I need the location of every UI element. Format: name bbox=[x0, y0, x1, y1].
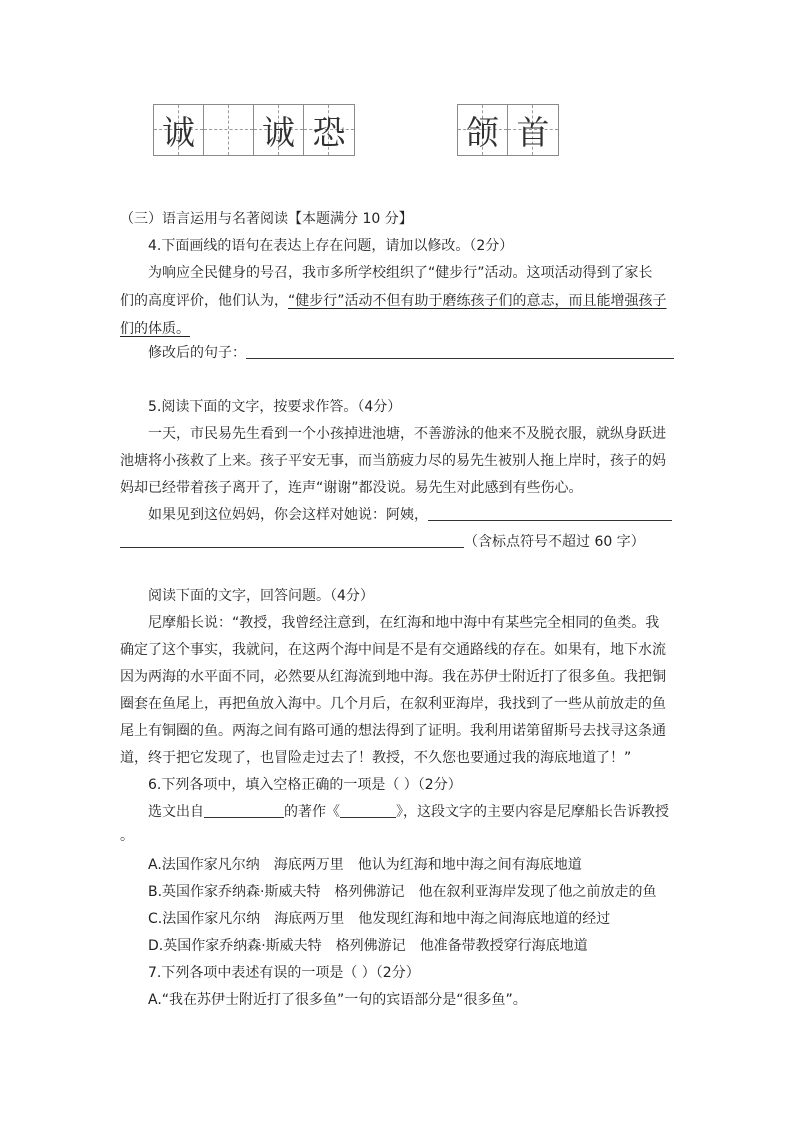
q7-option-a[interactable]: A.“我在苏伊士附近打了很多鱼”一句的宾语部分是“很多鱼”。 bbox=[148, 992, 527, 1008]
q5-paragraph-line: 一天，市民易先生看到一个小孩掉进池塘，不善游泳的他来不及脱衣服，就纵身跃进 bbox=[148, 426, 666, 442]
reading-line: 因为两海的水平面不同，必然要从红海流到地中海。我在苏伊士附近打了很多鱼。我把铜 bbox=[120, 669, 666, 685]
option-author: B.英国作家乔纳森·斯威夫特 bbox=[148, 884, 321, 900]
option-author: D.英国作家乔纳森·斯威夫特 bbox=[148, 938, 322, 954]
grid-char: 恐 bbox=[312, 112, 346, 152]
option-author: A.法国作家凡尔纳 bbox=[148, 857, 260, 873]
option-book: 格列佛游记 bbox=[334, 884, 405, 900]
q6-prompt: 6.下列各项中，填入空格正确的一项是（ ）（2分） bbox=[148, 777, 462, 793]
grid-cell bbox=[458, 105, 508, 155]
char-grid-group-1 bbox=[153, 104, 355, 156]
grid-cell bbox=[304, 105, 354, 155]
q5-limit-note: （含标点符号不超过 60 字） bbox=[464, 534, 645, 550]
fill-blank[interactable] bbox=[204, 803, 284, 818]
reading-line: 尾上有铜圈的鱼。两海之间有路可通的想法得到了证明。我利用诺第留斯号去找寻这条通 bbox=[120, 723, 666, 739]
q6-option-d[interactable] bbox=[148, 937, 588, 955]
grid-cell bbox=[204, 105, 254, 155]
q5-answer-row-2 bbox=[120, 533, 645, 551]
answer-blank[interactable] bbox=[428, 506, 672, 521]
option-author: C.法国作家凡尔纳 bbox=[148, 911, 261, 927]
grid-char bbox=[204, 105, 253, 155]
q5-prompt: 5.阅读下面的文字，按要求作答。（4分） bbox=[148, 399, 402, 415]
q4-prompt: 4.下面画线的语句在表达上存在问题，请加以修改。（2分） bbox=[148, 238, 514, 254]
grid-cell bbox=[508, 105, 558, 155]
reading-line: 圈套在鱼尾上，再把鱼放入海中。几个月后，在叙利亚海岸，我找到了一些从前放走的鱼 bbox=[120, 696, 666, 712]
q5-answer-row bbox=[148, 506, 672, 524]
option-content: 他认为红海和地中海之间有海底地道 bbox=[357, 857, 582, 873]
option-content: 他在叙利亚海岸发现了他之前放走的鱼 bbox=[418, 884, 657, 900]
option-content: 他发现红海和地中海之间海底地道的经过 bbox=[358, 911, 611, 927]
reading-prompt: 阅读下面的文字，回答问题。（4分） bbox=[148, 588, 374, 604]
q4-paragraph-line bbox=[120, 292, 667, 310]
q4-paragraph-line: 为响应全民健身的号召，我市多所学校组织了“健步行”活动。这项活动得到了家长 bbox=[148, 265, 653, 281]
fill-blank[interactable] bbox=[340, 803, 396, 818]
q6-stem-end: 。 bbox=[120, 828, 134, 844]
q6-stem-text: 》，这段文字的主要内容是尼摩船长告诉教授 bbox=[396, 804, 669, 820]
option-book: 海底两万里 bbox=[274, 911, 345, 927]
q4-underlined-text: “健步行”活动不但有助于磨练孩子们的意志，而且能增强孩子 bbox=[288, 293, 667, 309]
q4-text: 们的高度评价，他们认为， bbox=[120, 293, 288, 309]
reading-line: 道，终于把它发现了，也冒险走过去了！教授，不久您也要通过我的海底地道了！” bbox=[120, 750, 632, 766]
reading-line: 确定了这个事实，我就问，在这两个海中间是不是有交通路线的存在。如果有，地下水流 bbox=[120, 642, 666, 658]
grid-char: 诚 bbox=[162, 112, 195, 152]
option-book: 格列佛游记 bbox=[335, 938, 406, 954]
q5-paragraph-line: 妈却已经带着孩子离开了，连声“谢谢”都没说。易先生对此感到有些伤心。 bbox=[120, 480, 583, 496]
grid-cell bbox=[254, 105, 304, 155]
answer-blank[interactable] bbox=[246, 344, 674, 359]
q6-stem-text: 选文出自 bbox=[148, 804, 204, 820]
q6-option-a[interactable] bbox=[148, 856, 582, 874]
reading-line: 尼摩船长说：“教授，我曾经注意到，在红海和地中海中有某些完全相同的鱼类。我 bbox=[148, 615, 660, 631]
q6-stem-text: 的著作《 bbox=[284, 804, 340, 820]
q6-stem bbox=[148, 803, 669, 821]
option-book: 海底两万里 bbox=[273, 857, 344, 873]
char-grid-group-2 bbox=[457, 104, 559, 156]
option-content: 他准备带教授穿行海底地道 bbox=[419, 938, 588, 954]
grid-cell bbox=[154, 105, 204, 155]
q6-option-b[interactable] bbox=[148, 883, 657, 901]
grid-char: 首 bbox=[516, 112, 550, 152]
grid-char: 颌 bbox=[466, 112, 499, 152]
grid-char: 诚 bbox=[262, 112, 295, 152]
q6-option-c[interactable] bbox=[148, 910, 610, 928]
q4-underlined-text: 们的体质。 bbox=[120, 321, 190, 337]
q5-answer-lead: 如果见到这位妈妈，你会这样对她说：阿姨， bbox=[148, 507, 428, 523]
answer-label: 修改后的句子： bbox=[148, 345, 246, 361]
section-title: （三）语言运用与名著阅读【本题满分 10 分】 bbox=[120, 211, 413, 227]
answer-blank[interactable] bbox=[120, 533, 464, 548]
q7-prompt: 7.下列各项中表述有误的一项是（ ）（2分） bbox=[148, 965, 420, 981]
q4-answer-row bbox=[148, 344, 674, 362]
q5-paragraph-line: 池塘将小孩救了上来。孩子平安无事，而当筋疲力尽的易先生被别人拖上岸时，孩子的妈 bbox=[120, 453, 666, 469]
